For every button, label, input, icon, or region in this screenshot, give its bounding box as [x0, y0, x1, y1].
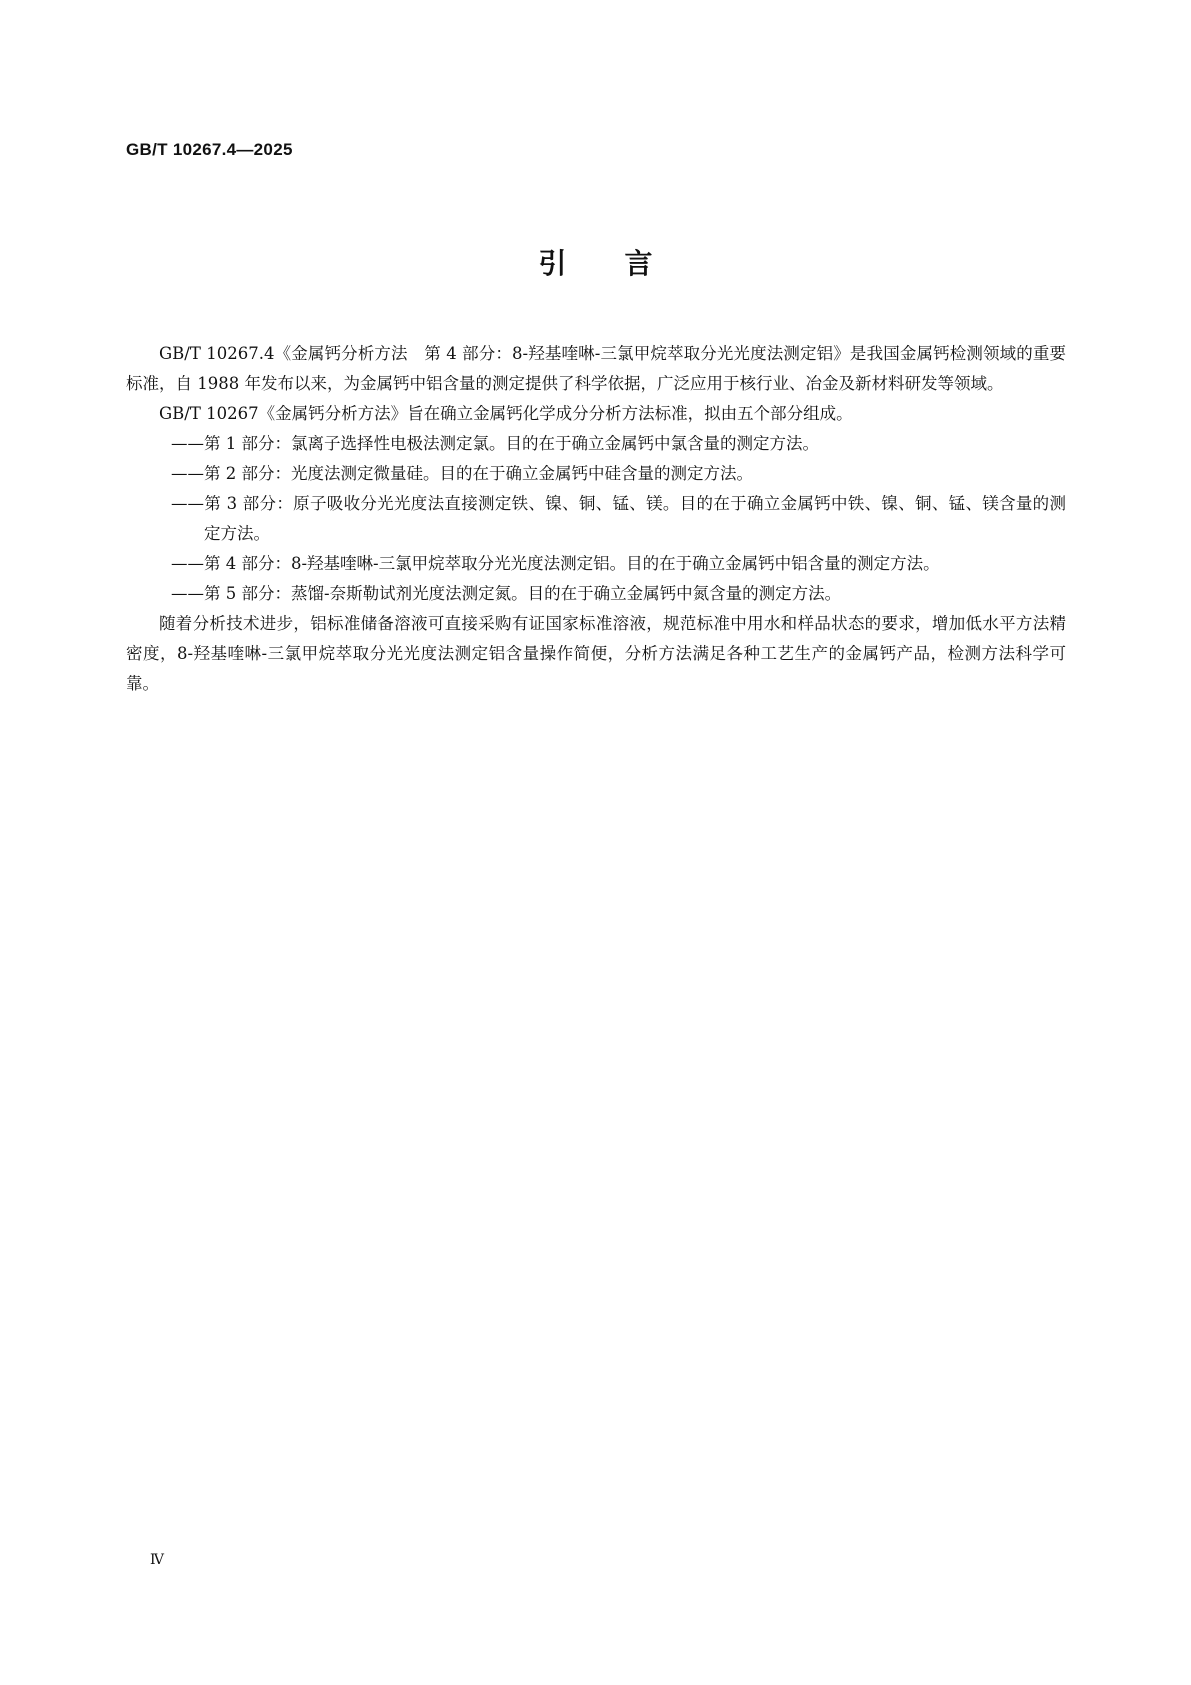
standard-code: GB/T 10267.4—2025	[126, 140, 293, 159]
title-char-1: 引	[538, 247, 567, 280]
intro-paragraph-3: 随着分析技术进步，铝标准储备溶液可直接采购有证国家标准溶液，规范标准中用水和样品状态的要求，增加低水平方法精密度，8-羟基喹啉-三氯甲烷萃取分光光度法测定铝含量操作简便，分析方法满足各种工艺生产的金属钙产品，检测方法科学可靠。	[126, 614, 1066, 693]
intro-paragraph-1: GB/T 10267.4《金属钙分析方法 第 4 部分：8-羟基喹啉-三氯甲烷萃取分光光度法测定铝》是我国金属钙检测领域的重要标准，自 1988 年发布以来，为金属钙中铝含量的测定提供了科学依据，广泛应用于核行业、冶金及新材料研发等领域。	[126, 344, 1066, 393]
list-item-part-5: ——第 5 部分：蒸馏-奈斯勒试剂光度法测定氮。目的在于确立金属钙中氮含量的测定方法。	[171, 584, 842, 603]
introduction-body	[126, 339, 1066, 699]
title-char-2: 言	[624, 247, 653, 280]
intro-paragraph-2: GB/T 10267《金属钙分析方法》旨在确立金属钙化学成分分析方法标准，拟由五个部分组成。	[159, 404, 853, 423]
list-item-part-3: ——第 3 部分：原子吸收分光光度法直接测定铁、镍、铜、锰、镁。目的在于确立金属钙中铁、镍、铜、锰、镁含量的测定方法。	[171, 494, 1066, 543]
list-item-part-1: ——第 1 部分：氯离子选择性电极法测定氯。目的在于确立金属钙中氯含量的测定方法。	[171, 434, 819, 453]
page-number: Ⅳ	[150, 1552, 164, 1568]
page-title	[0, 242, 1191, 282]
list-item-part-4: ——第 4 部分：8-羟基喹啉-三氯甲烷萃取分光光度法测定铝。目的在于确立金属钙中铝含量的测定方法。	[171, 554, 940, 573]
list-item-part-2: ——第 2 部分：光度法测定微量硅。目的在于确立金属钙中硅含量的测定方法。	[171, 464, 753, 483]
